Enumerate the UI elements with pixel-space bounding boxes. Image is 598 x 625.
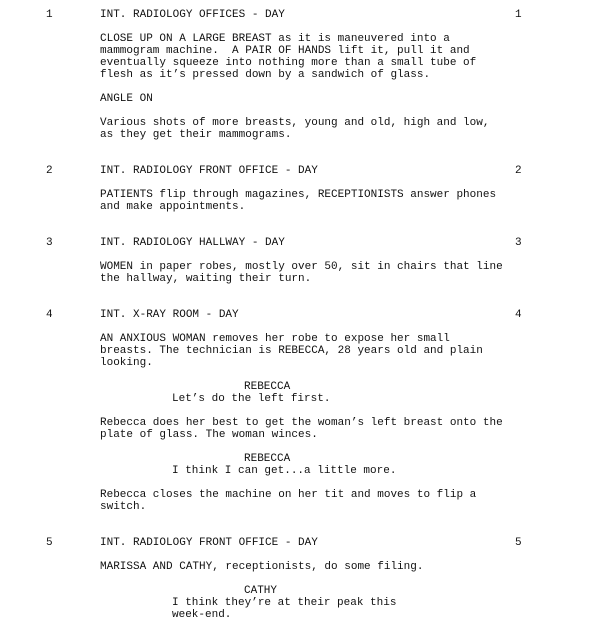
dialogue-line: week-end. [172,609,232,621]
scene-heading: INT. RADIOLOGY FRONT OFFICE - DAY [100,165,318,177]
scene-number-left: 1 [46,9,53,21]
scene-number-right: 5 [515,537,522,549]
action-line: and make appointments. [100,201,246,213]
dialogue-line: I think I can get...a little more. [172,465,397,477]
scene-number-right: 3 [515,237,522,249]
action-line: switch. [100,501,147,513]
action-line: Rebecca does her best to get the woman’s left breast onto the [100,417,503,429]
action-line: breasts. The technician is REBECCA, 28 years old and plain [100,345,483,357]
scene-number-left: 3 [46,237,53,249]
character-name: CATHY [244,585,278,597]
action-line: as they get their mammograms. [100,129,292,141]
scene-heading: INT. RADIOLOGY HALLWAY - DAY [100,237,285,249]
dialogue-line: I think they’re at their peak this [172,597,397,609]
scene-number-left: 5 [46,537,53,549]
scene-number-right: 2 [515,165,522,177]
action-line: AN ANXIOUS WOMAN removes her robe to expose her small [100,333,450,345]
scene-number-left: 2 [46,165,53,177]
action-line: eventually squeeze into nothing more than a small tube of [100,57,477,69]
scene-heading: INT. RADIOLOGY FRONT OFFICE - DAY [100,537,318,549]
scene-heading: INT. X-RAY ROOM - DAY [100,309,239,321]
action-line: flesh as it’s pressed down by a sandwich of glass. [100,69,431,81]
action-line: plate of glass. The woman winces. [100,429,318,441]
scene-number-right: 4 [515,309,522,321]
action-line: CLOSE UP ON A LARGE BREAST as it is maneuvered into a [100,33,450,45]
dialogue-line: Let’s do the left first. [172,393,331,405]
action-line: looking. [100,357,153,369]
action-line: PATIENTS flip through magazines, RECEPTIONISTS answer phones [100,189,497,201]
action-line: MARISSA AND CATHY, receptionists, do some filing. [100,561,424,573]
scene-number-left: 4 [46,309,53,321]
action-line: mammogram machine. A PAIR OF HANDS lift it, pull it and [100,45,470,57]
scene-number-right: 1 [515,9,522,21]
action-line: the hallway, waiting their turn. [100,273,312,285]
action-line: ANGLE ON [100,93,153,105]
action-line: Various shots of more breasts, young and old, high and low, [100,117,490,129]
action-line: Rebecca closes the machine on her tit and moves to flip a [100,489,477,501]
character-name: REBECCA [244,381,291,393]
scene-heading: INT. RADIOLOGY OFFICES - DAY [100,9,285,21]
character-name: REBECCA [244,453,291,465]
action-line: WOMEN in paper robes, mostly over 50, sit in chairs that line [100,261,503,273]
